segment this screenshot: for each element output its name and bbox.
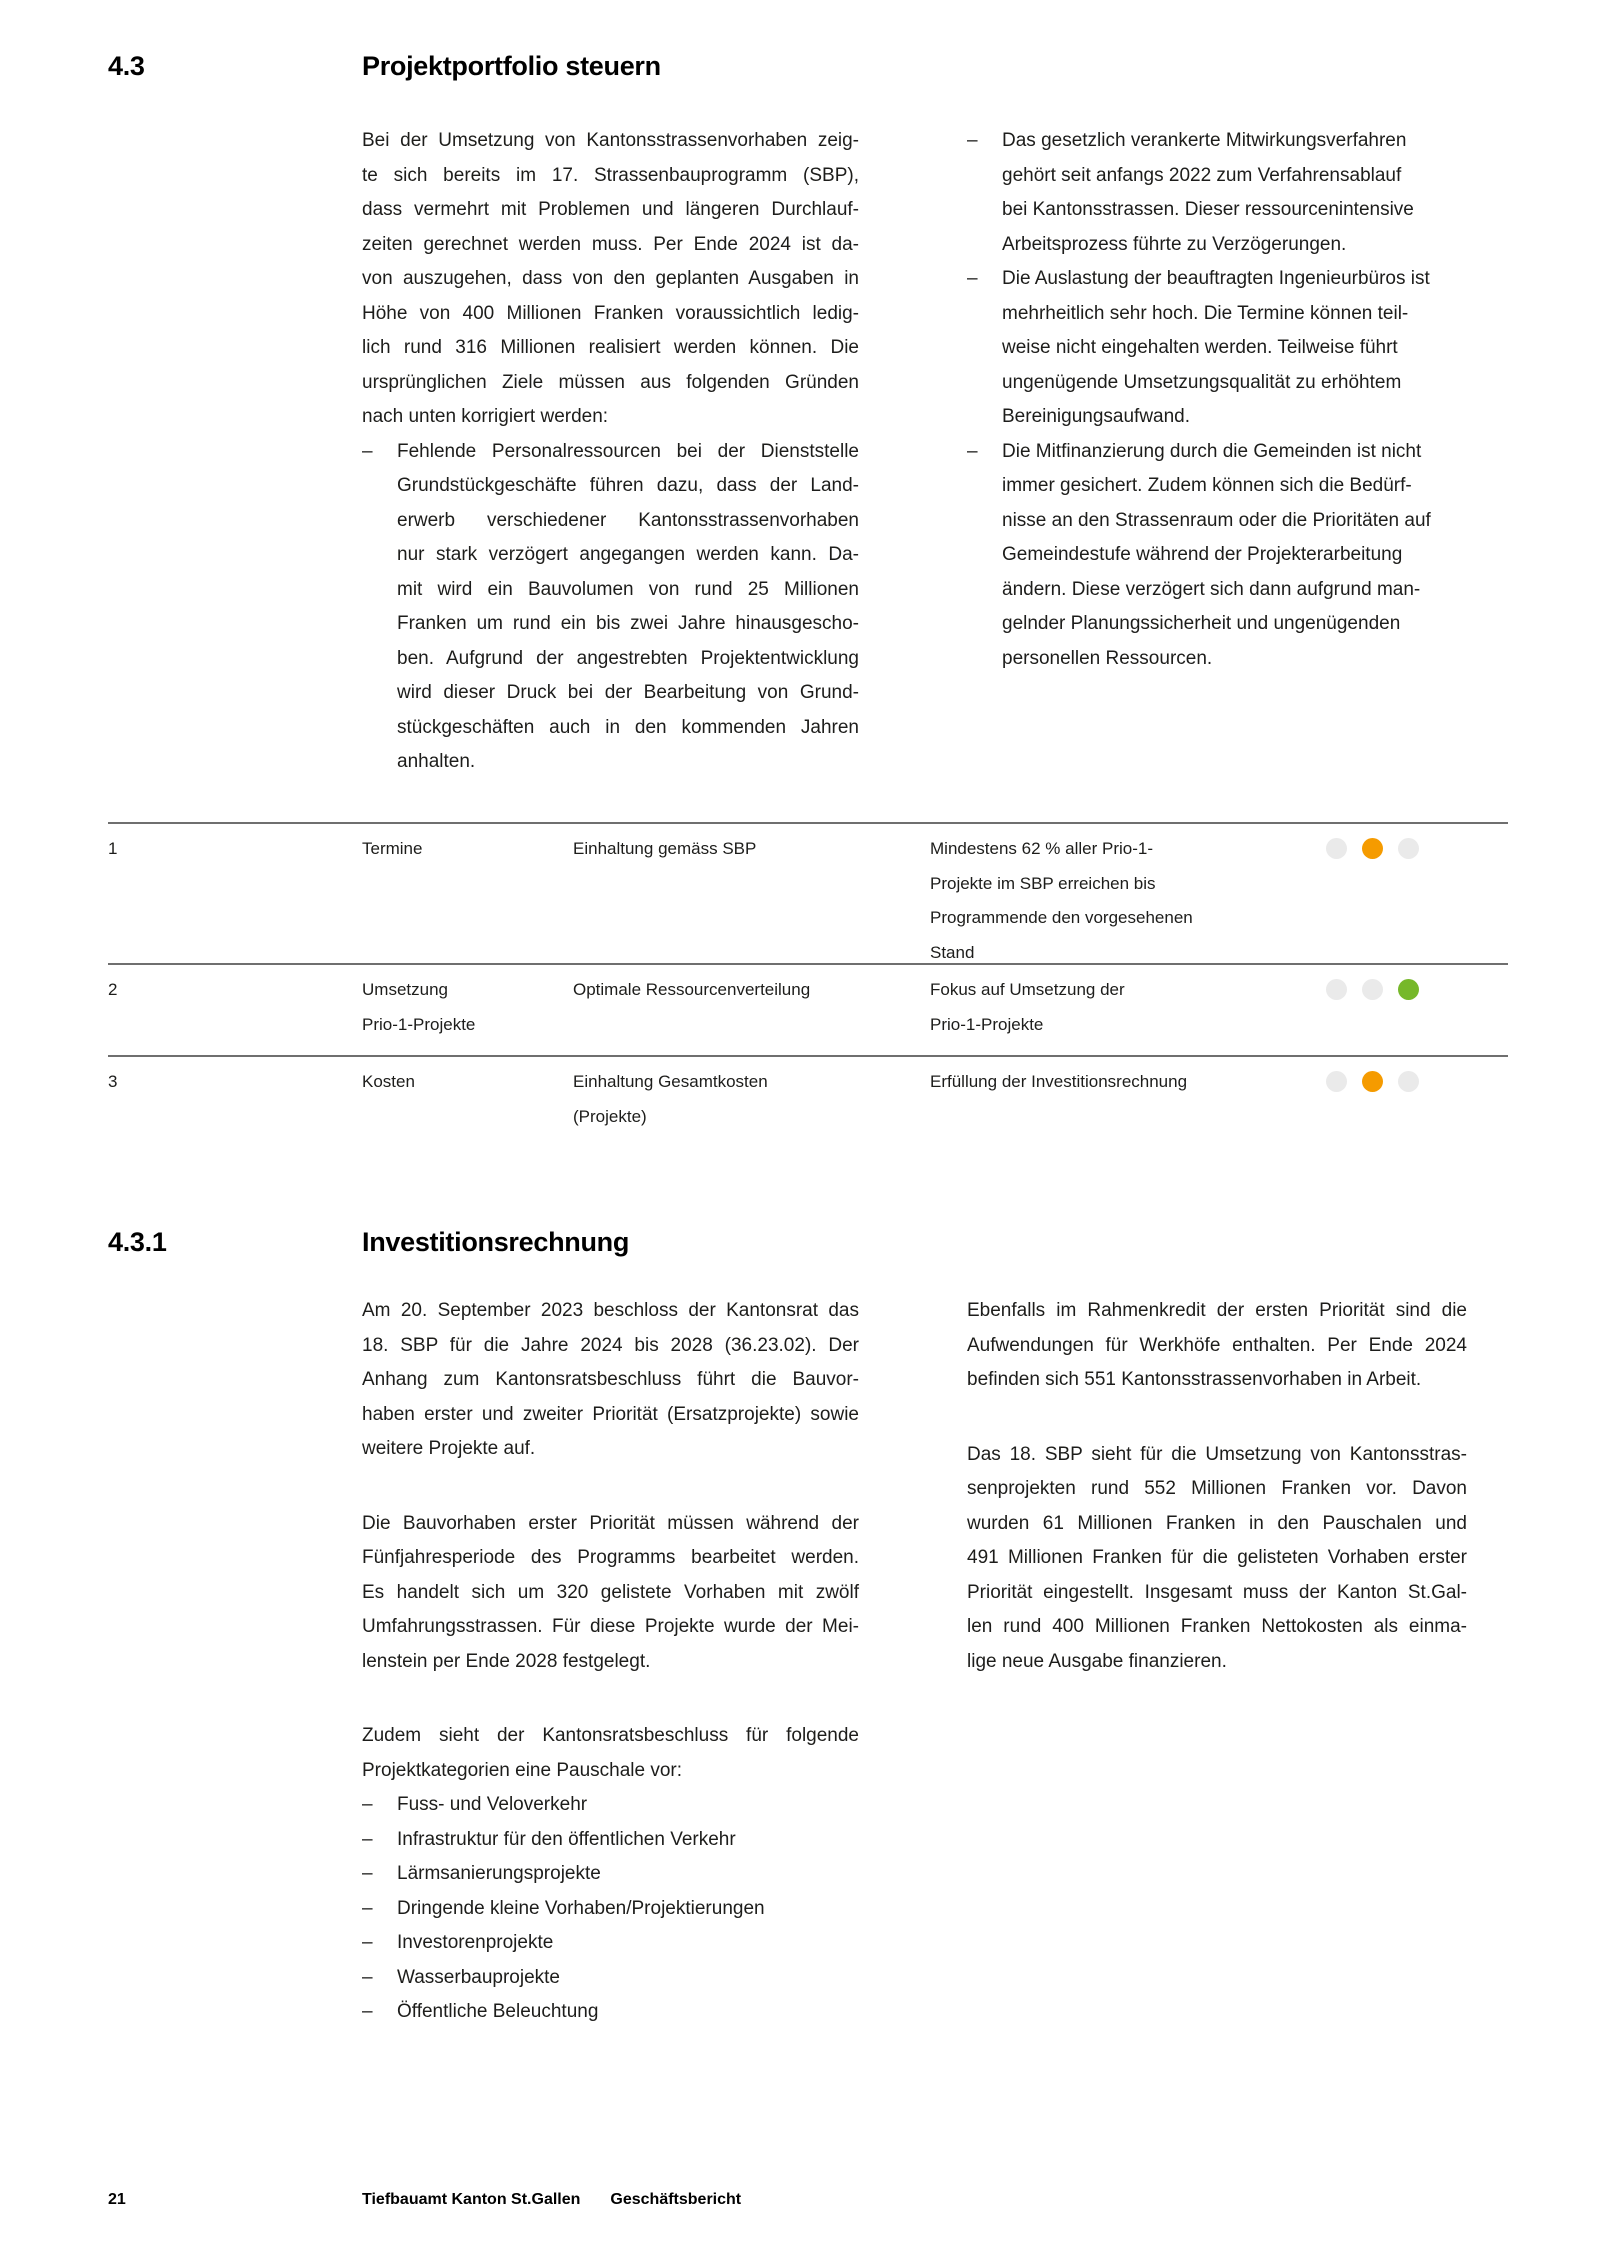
bullet-item — [967, 435, 1467, 677]
footer — [362, 2190, 741, 2210]
bullet-text: Fehlende Personalressourcen bei der Dienststelle Grundstückgeschäfte führen dazu, dass der Land- erwerb verschiedener Kantonsstrassenvorhaben nur stark verzögert angegangen werden kann. Da- mit wird ein Bauvolumen von rund 25 Millionen Franken um rund ein bis zwei Jahre hinausgescho- ben. Aufgrund der angestrebten Projektentwicklung wird dieser Druck bei der Bearbeitung von Grund- stückgeschäften auch in den kommenden Jahren anhalten. — [397, 440, 859, 772]
measure-cell: Optimale Ressourcenverteilung — [573, 980, 811, 999]
paragraph: Zudem sieht der Kantonsratsbeschluss für folgende Projektkategorien eine Pauschale vor: — [362, 1725, 859, 1781]
section-number: 4.3.1 — [108, 1227, 167, 1257]
list-dash-marker: – — [362, 1932, 373, 1953]
bullet-list — [362, 1788, 859, 2030]
goals-table — [108, 822, 1508, 1167]
row-number-cell: 3 — [108, 1072, 118, 1091]
list-dash-marker: – — [362, 2001, 373, 2022]
list-dash-marker: – — [967, 440, 978, 462]
table-row — [108, 1055, 1508, 1167]
status-dot — [1362, 1071, 1383, 1092]
topic-cell: Kosten — [362, 1072, 415, 1091]
list-item-label: Investorenprojekte — [397, 1932, 554, 1953]
list-item — [362, 1823, 859, 1858]
list-dash-marker: – — [362, 1863, 373, 1884]
paragraph: Das 18. SBP sieht für die Umsetzung von Kantonsstras- senprojekten rund 552 Millionen Franken vor. Davon wurden 61 Millionen Franken in den Pauschalen und 491 Millionen Franken für die gelisteten Vorhaben erster Priorität eingestellt. Insgesamt muss der Kanton St.Gal- len rund 400 Millionen Franken Nettokosten als einma- lige neue Ausgabe finanzieren. — [967, 1443, 1467, 1672]
list-dash-marker: – — [362, 1794, 373, 1815]
list-item-label: Fuss- und Veloverkehr — [397, 1794, 588, 1815]
status-dot — [1362, 838, 1383, 859]
list-item-label: Lärmsanierungsprojekte — [397, 1863, 601, 1884]
section-title: Investitionsrechnung — [362, 1227, 630, 1257]
list-dash-marker: – — [362, 440, 373, 462]
status-cell — [1326, 1068, 1508, 1167]
table-row — [108, 822, 1508, 963]
topic-cell: Umsetzung Prio-1-Projekte — [362, 980, 476, 1034]
footer-doc-title: Geschäftsbericht — [610, 2191, 742, 2208]
list-dash-marker: – — [362, 1966, 373, 1988]
status-dot — [1398, 838, 1419, 859]
status-cell — [1326, 835, 1508, 973]
status-dot — [1326, 838, 1347, 859]
bullet-item — [362, 435, 859, 780]
bullet-item — [967, 262, 1467, 435]
list-dash-marker: – — [362, 1828, 373, 1850]
column-right-43 — [967, 124, 1467, 676]
status-dot — [1398, 979, 1419, 1000]
list-item — [362, 1857, 859, 1892]
column-left-43 — [362, 124, 859, 780]
status-dot — [1398, 1071, 1419, 1092]
measure-cell: Einhaltung gemäss SBP — [573, 839, 757, 858]
topic-cell: Termine — [362, 839, 423, 858]
list-item — [362, 1788, 859, 1823]
status-cell — [1326, 976, 1508, 1055]
row-number-cell: 1 — [108, 839, 118, 858]
paragraph: Bei der Umsetzung von Kantonsstrassenvorhaben zeig- te sich bereits im 17. Strassenbauprogramm (SBP), dass vermehrt mit Problemen und längeren Durchlauf- zeiten gerechnet werden muss. Per Ende 2024 ist da- von auszugehen, dass von den geplanten Ausgaben in Höhe von 400 Millionen Franken voraussichtlich ledig- lich rund 316 Millionen realisiert werden können. Die ursprünglichen Ziele müssen aus folgenden Gründen nach unten korrigiert werden: — [362, 130, 859, 427]
list-dash-marker: – — [967, 268, 978, 289]
paragraph: Am 20. September 2023 beschloss der Kantonsrat das 18. SBP für die Jahre 2024 bis 2028 (36.23.02). Der Anhang zum Kantonsratsbeschluss führt die Bauvor- haben erster und zweiter Priorität (Ersatzprojekte) sowie weitere Projekte auf. — [362, 1300, 859, 1459]
list-item-label: Dringende kleine Vorhaben/Projektierungen — [397, 1897, 765, 1919]
status-dot — [1326, 1071, 1347, 1092]
list-item-label: Öffentliche Beleuchtung — [397, 2001, 599, 2022]
bullet-item — [967, 124, 1467, 262]
status-dot — [1326, 979, 1347, 1000]
list-item-label: Infrastruktur für den öffentlichen Verkehr — [397, 1828, 736, 1850]
paragraph: Ebenfalls im Rahmenkredit der ersten Priorität sind die Aufwendungen für Werkhöfe enthalten. Per Ende 2024 befinden sich 551 Kantonsstrassenvorhaben in Arbeit. — [967, 1300, 1467, 1390]
footer-publisher: Tiefbauamt Kanton St.Gallen — [362, 2191, 581, 2208]
column-left-431 — [362, 1294, 859, 2030]
bullet-text: Die Auslastung der beauftragten Ingenieurbüros ist mehrheitlich sehr hoch. Die Termine können teil- weise nicht eingehalten werden. Teilweise führt ungenügende Umsetzungsqualität zu erhöhtem Bereinigungsaufwand. — [1002, 268, 1430, 427]
list-dash-marker: – — [967, 130, 978, 151]
list-item — [362, 1961, 859, 1996]
target-cell: Erfüllung der Investitionsrechnung — [930, 1072, 1188, 1091]
bullet-text: Das gesetzlich verankerte Mitwirkungsverfahren gehört seit anfangs 2022 zum Verfahrensablauf bei Kantonsstrassen. Dieser ressourcenintensive Arbeitsprozess führte zu Verzögerungen. — [1002, 130, 1414, 255]
measure-cell: Einhaltung Gesamtkosten (Projekte) — [573, 1072, 768, 1126]
table-row — [108, 963, 1508, 1055]
target-cell: Fokus auf Umsetzung der Prio-1-Projekte — [930, 980, 1125, 1034]
list-item — [362, 1995, 859, 2030]
list-item — [362, 1892, 859, 1927]
section-number: 4.3 — [108, 51, 145, 81]
row-number-cell: 2 — [108, 980, 118, 999]
column-right-431 — [967, 1294, 1467, 1679]
status-dot — [1362, 979, 1383, 1000]
list-dash-marker: – — [362, 1897, 373, 1919]
bullet-text: Die Mitfinanzierung durch die Gemeinden ist nicht immer gesichert. Zudem können sich die Bedürf- nisse an den Strassenraum oder die Prioritäten auf Gemeindestufe während der Projekterarbeitung ändern. Diese verzögert sich dann aufgrund man- gelnder Planungssicherheit und ungenügenden personellen Ressourcen. — [1002, 440, 1431, 669]
target-cell: Mindestens 62 % aller Prio-1- Projekte im SBP erreichen bis Programmende den vorgesehenen Stand — [930, 839, 1193, 962]
page-number: 21 — [108, 2191, 126, 2208]
section-title: Projektportfolio steuern — [362, 51, 661, 81]
paragraph: Die Bauvorhaben erster Priorität müssen während der Fünfjahresperiode des Programms bearbeitet werden. Es handelt sich um 320 gelistete Vorhaben mit zwölf Umfahrungsstrassen. Für diese Projekte wurde der Mei- lenstein per Ende 2028 festgelegt. — [362, 1512, 859, 1672]
list-item-label: Wasserbauprojekte — [397, 1966, 560, 1988]
list-item — [362, 1926, 859, 1961]
